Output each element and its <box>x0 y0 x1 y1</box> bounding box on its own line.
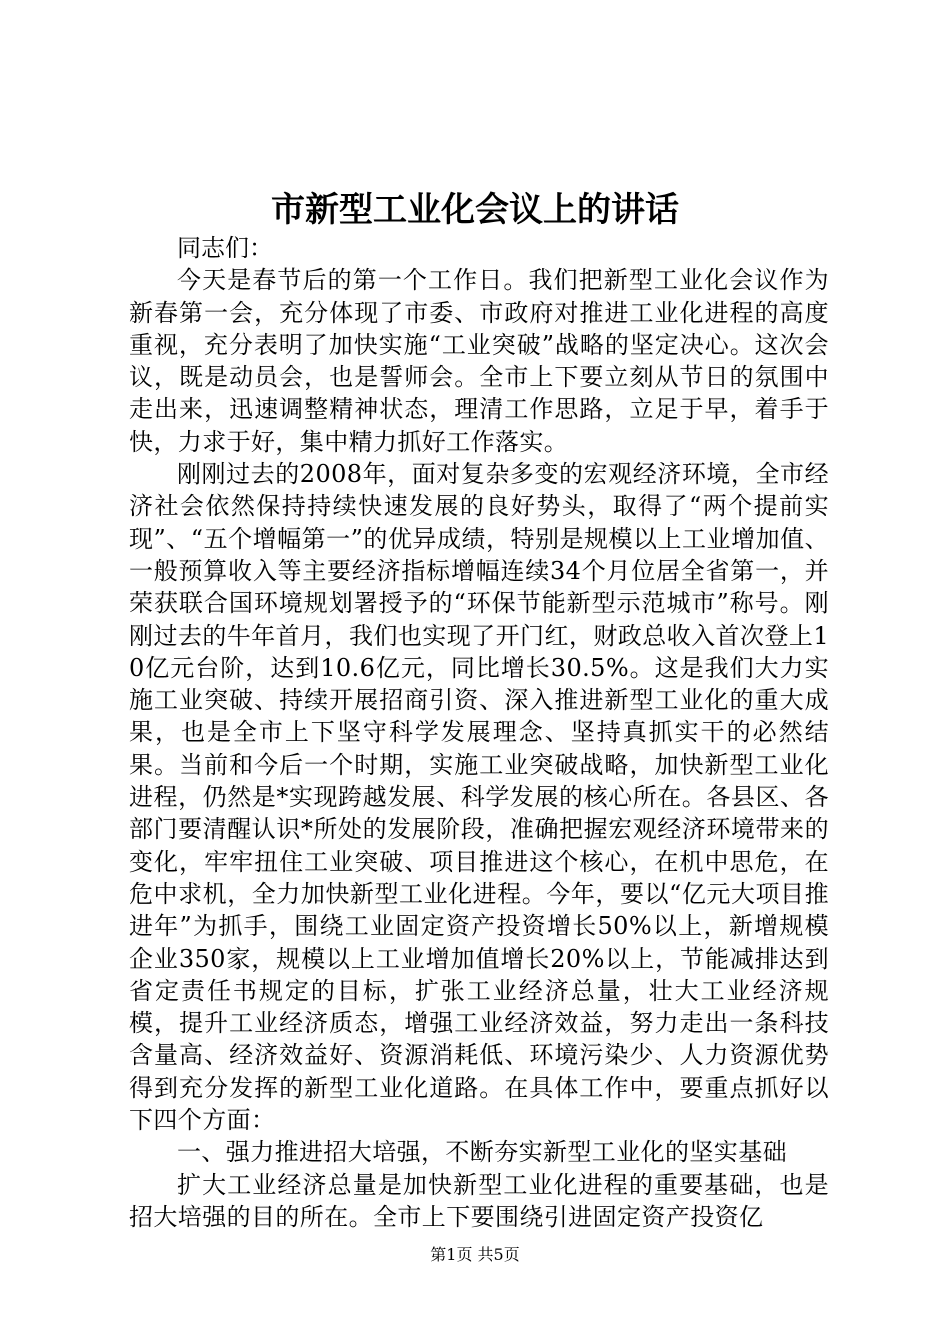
paragraph-review-2008: 刚刚过去的2008年，面对复杂多变的宏观经济环境，全市经济社会依然保持持续快速发展的良好势头，取得了“两个提前实现”、“五个增幅第一”的优异成绩，特别是规模以上工业增加值、一般预算收入等主要经济指标增幅连续34个月位居全省第一，并荣获联合国环境规划署授予的“环保节能新型示范城市”称号。刚刚过去的牛年首月，我们也实现了开门红，财政总收入首次登上10亿元台阶，达到10.6亿元，同比增长30.5%。这是我们大力实施工业突破、持续开展招商引资、深入推进新型工业化的重大成果，也是全市上下坚守科学发展理念、坚持真抓实干的必然结果。当前和今后一个时期，实施工业突破战略，加快新型工业化进程，仍然是*实现跨越发展、科学发展的核心所在。各县区、各部门要清醒认识*所处的发展阶段，准确把握宏观经济环境带来的变化，牢牢扭住工业突破、项目推进这个核心，在机中思危，在危中求机，全力加快新型工业化进程。今年，要以“亿元大项目推进年”为抓手，围绕工业固定资产投资增长50%以上，新增规模企业350家，规模以上工业增加值增长20%以上，节能减排达到省定责任书规定的目标，扩张工业经济总量，壮大工业经济规模，提升工业经济质态，增强工业经济效益，努力走出一条科技含量高、经济效益好、资源消耗低、环境污染少、人力资源优势得到充分发挥的新型工业化道路。在具体工作中，要重点抓好以下四个方面： <box>129 460 829 1135</box>
paragraph-opening: 今天是春节后的第一个工作日。我们把新型工业化会议作为新春第一会，充分体现了市委、市政府对推进工业化进程的高度重视，充分表明了加快实施“工业突破”战略的坚定决心。这次会议，既是动员会，也是誓师会。全市上下要立刻从节日的氛围中走出来，迅速调整精神状态，理清工作思路，立足于早，着手于快，力求于好，集中精力抓好工作落实。 <box>129 266 829 456</box>
page-footer: 第1页 共5页 <box>430 1245 520 1264</box>
document-body <box>129 232 829 1233</box>
section-heading-1: 一、强力推进招大培强，不断夯实新型工业化的坚实基础 <box>177 1138 787 1167</box>
paragraph-section-1: 扩大工业经济总量是加快新型工业化进程的重要基础，也是招大培强的目的所在。全市上下要围绕引进固定资产投资亿 <box>129 1170 829 1231</box>
document-title: 市新型工业化会议上的讲话 <box>271 190 679 230</box>
salutation: 同志们： <box>177 234 273 262</box>
